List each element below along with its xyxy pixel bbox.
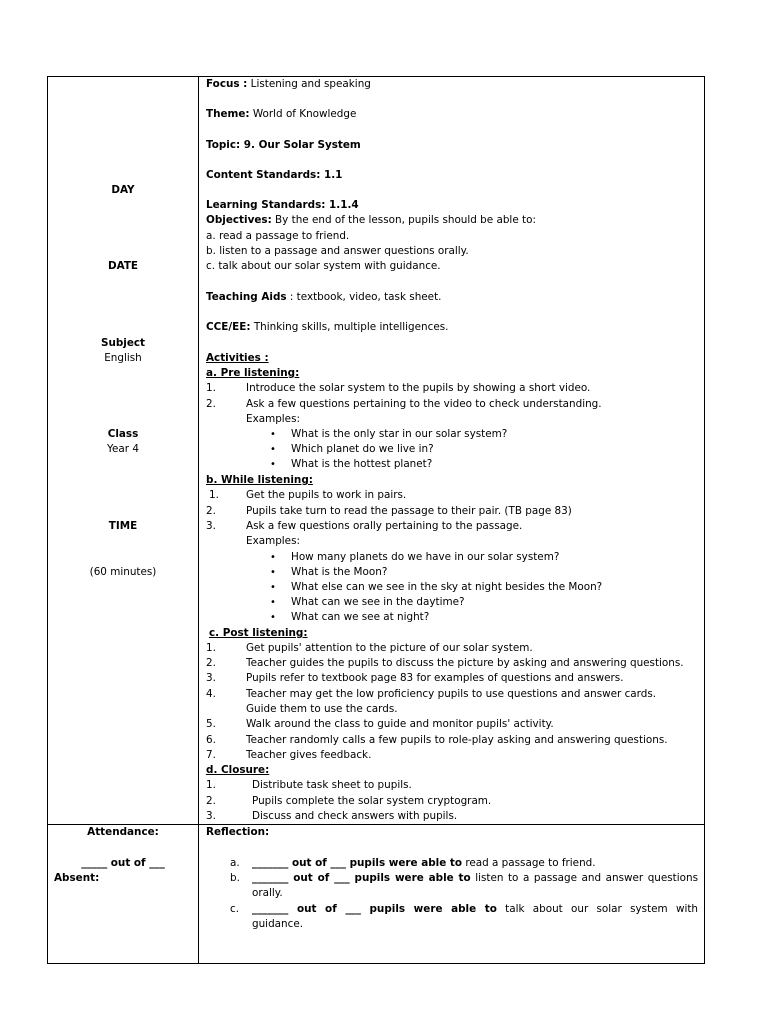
step-text: Walk around the class to guide and monitor pupils' activity. <box>246 718 554 730</box>
step-number: 4. <box>206 688 216 700</box>
example-item: How many planets do we have in our solar system? <box>291 551 560 563</box>
learning-standards: Learning Standards: 1.1.4 <box>206 199 359 211</box>
reflection-continuation: orally. <box>252 887 283 899</box>
focus-line <box>206 77 371 92</box>
reflection-label: Reflection: <box>206 826 270 838</box>
step-text: Pupils complete the solar system cryptogram. <box>252 795 492 807</box>
example-item: What can we see at night? <box>291 611 430 623</box>
step-text: Introduce the solar system to the pupils by showing a short video. <box>246 382 591 394</box>
reflection-item <box>252 902 698 917</box>
date-label: DATE <box>107 260 139 272</box>
teaching-aids-value: : textbook, video, task sheet. <box>289 291 442 303</box>
step-number: 3. <box>206 672 216 684</box>
post-listening-heading: c. Post listening: <box>209 627 308 639</box>
step-text: Get the pupils to work in pairs. <box>246 489 407 501</box>
step-text: Get pupils' attention to the picture of our solar system. <box>246 642 533 654</box>
step-number: 2. <box>206 398 216 410</box>
example-item: What is the Moon? <box>291 566 388 578</box>
step-number: 6. <box>206 734 216 746</box>
step-text: Discuss and check answers with pupils. <box>252 810 458 822</box>
bullet-icon: • <box>270 582 276 593</box>
bullet-icon: • <box>270 597 276 608</box>
step-text: Teacher guides the pupils to discuss the picture by asking and answering questions. <box>246 657 684 669</box>
example-item: What else can we see in the sky at night besides the Moon? <box>291 581 603 593</box>
subject-label: Subject <box>100 337 146 349</box>
examples-label: Examples: <box>246 413 300 425</box>
step-number: 3. <box>206 810 216 822</box>
bullet-icon: • <box>270 567 276 578</box>
teaching-aids-line <box>206 290 441 305</box>
activities-title: Activities : <box>206 352 269 364</box>
reflection-letter: b. <box>230 872 240 884</box>
teaching-aids-label: Teaching Aids <box>206 291 287 303</box>
step-text: Teacher gives feedback. <box>246 749 372 761</box>
cce-label: CCE/EE: <box>206 321 251 333</box>
theme-label: Theme: <box>206 108 250 120</box>
step-text: Ask a few questions orally pertaining to the passage. <box>246 520 523 532</box>
theme-value: World of Knowledge <box>252 108 357 120</box>
cce-line <box>206 320 448 335</box>
step-number: 2. <box>206 657 216 669</box>
objectives-intro: By the end of the lesson, pupils should be able to: <box>275 214 536 226</box>
column-divider <box>198 76 199 964</box>
reflection-text: listen to a passage and answer questions <box>475 872 698 884</box>
reflection-text: talk about our solar system with <box>505 903 698 915</box>
class-value: Year 4 <box>107 443 139 455</box>
step-text: Ask a few questions pertaining to the video to check understanding. <box>246 398 602 410</box>
attendance-label: Attendance: <box>87 826 159 838</box>
step-number: 1. <box>209 489 219 501</box>
focus-value: Listening and speaking <box>250 78 371 90</box>
step-text: Guide them to use the cards. <box>246 703 398 715</box>
bullet-icon: • <box>270 444 276 455</box>
reflection-count: _______ out of ___ pupils were able to <box>252 903 497 915</box>
focus-label: Focus : <box>206 78 248 90</box>
example-item: What can we see in the daytime? <box>291 596 465 608</box>
step-text: Teacher randomly calls a few pupils to role-play asking and answering questions. <box>246 734 668 746</box>
reflection-continuation: guidance. <box>252 918 304 930</box>
time-label: TIME <box>108 520 138 532</box>
step-number: 7. <box>206 749 216 761</box>
bullet-icon: • <box>270 459 276 470</box>
example-item: Which planet do we live in? <box>291 443 434 455</box>
pre-listening-heading: a. Pre listening: <box>206 367 300 379</box>
theme-line <box>206 107 356 122</box>
reflection-item <box>252 856 596 871</box>
attendance-value: _____ out of ___ <box>81 857 165 869</box>
step-number: 2. <box>206 505 216 517</box>
step-number: 1. <box>206 382 216 394</box>
step-text: Pupils take turn to read the passage to their pair. (TB page 83) <box>246 505 572 517</box>
step-number: 2. <box>206 795 216 807</box>
subject-value: English <box>104 352 142 364</box>
cce-value: Thinking skills, multiple intelligences. <box>253 321 449 333</box>
content-standards: Content Standards: 1.1 <box>206 169 343 181</box>
bullet-icon: • <box>270 552 276 563</box>
closure-heading: d. Closure: <box>206 764 270 776</box>
step-number: 3. <box>206 520 216 532</box>
day-label: DAY <box>111 184 135 196</box>
objectives-label: Objectives: <box>206 214 272 226</box>
reflection-count: _______ out of ___ pupils were able to <box>252 872 471 884</box>
reflection-count: _______ out of ___ pupils were able to <box>252 857 462 869</box>
step-text: Pupils refer to textbook page 83 for examples of questions and answers. <box>246 672 624 684</box>
example-item: What is the hottest planet? <box>291 458 433 470</box>
absent-label: Absent: <box>54 872 100 884</box>
reflection-item <box>252 871 698 886</box>
step-number: 5. <box>206 718 216 730</box>
while-listening-heading: b. While listening: <box>206 474 313 486</box>
reflection-letter: c. <box>230 903 240 915</box>
objective-item: a. read a passage to friend. <box>206 230 350 242</box>
step-text: Teacher may get the low proficiency pupils to use questions and answer cards. <box>246 688 657 700</box>
objective-item: b. listen to a passage and answer questions orally. <box>206 245 469 257</box>
objectives-line <box>206 213 536 228</box>
example-item: What is the only star in our solar system? <box>291 428 508 440</box>
bullet-icon: • <box>270 612 276 623</box>
reflection-letter: a. <box>230 857 240 869</box>
class-label: Class <box>107 428 139 440</box>
topic: Topic: 9. Our Solar System <box>206 139 361 151</box>
step-number: 1. <box>206 642 216 654</box>
examples-label: Examples: <box>246 535 300 547</box>
objective-item: c. talk about our solar system with guidance. <box>206 260 441 272</box>
step-text: Distribute task sheet to pupils. <box>252 779 412 791</box>
bullet-icon: • <box>270 429 276 440</box>
time-value: (60 minutes) <box>89 566 157 578</box>
reflection-text: read a passage to friend. <box>465 857 596 869</box>
step-number: 1. <box>206 779 216 791</box>
